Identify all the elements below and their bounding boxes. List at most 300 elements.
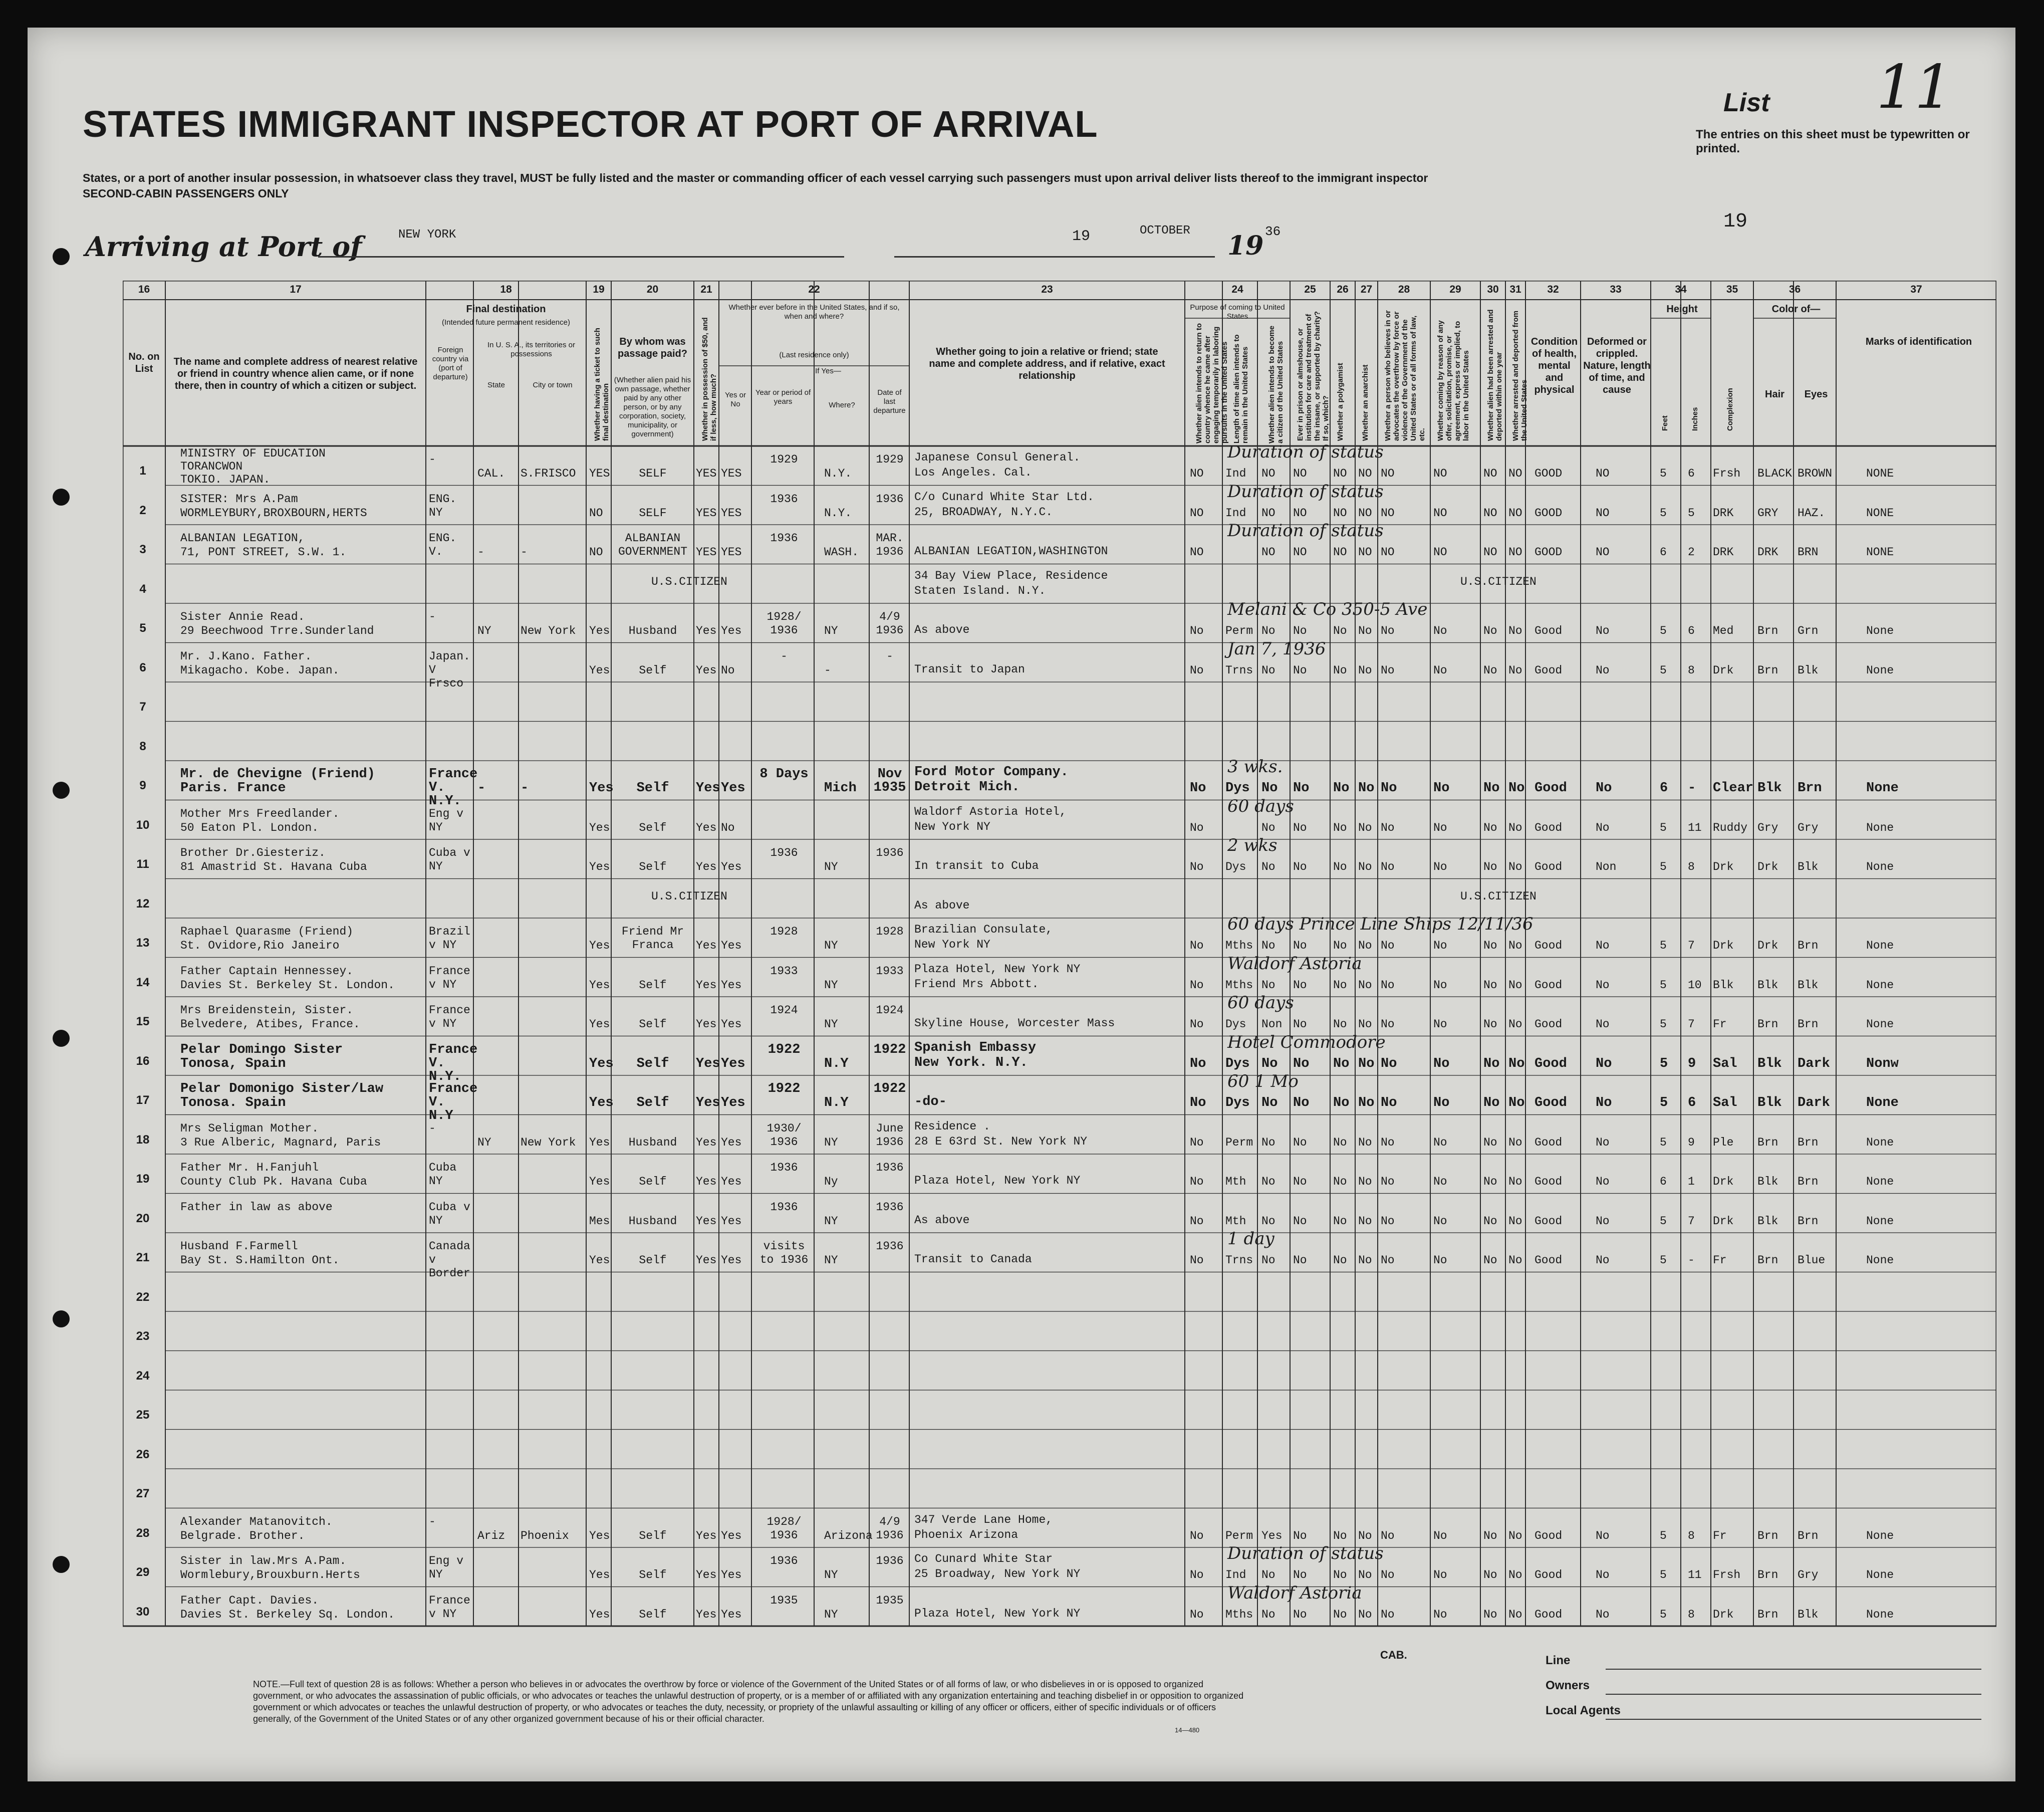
row-number: 20 <box>136 1211 150 1225</box>
eye-color: Blk <box>1798 663 1819 677</box>
answer-q26: No <box>1333 1608 1347 1621</box>
ever-before: Yes <box>721 860 742 873</box>
column-number-16: 16 <box>138 284 150 295</box>
answer-q31: No <box>1508 939 1522 952</box>
complexion-value: Drk <box>1713 860 1734 873</box>
header-joining-relative: Whether going to join a relative or friend; state name and complete address, and if relative, exact relationship <box>929 346 1165 381</box>
answer-q25: No <box>1293 1056 1310 1071</box>
last-departure: 1936 <box>876 846 904 859</box>
fifty-dollars: YES <box>696 546 717 559</box>
instructions-text: States, or a port of another insular possession, in whatsoever class they travel, MUST be fully listed and the master or commanding officer of each vessel carrying such passengers must upon arrival deliver lists thereof to the immigrant inspector <box>83 171 1428 184</box>
height-feet: 6 <box>1660 1175 1667 1188</box>
purpose-citizen: No <box>1261 1175 1275 1188</box>
answer-q25: No <box>1293 1529 1307 1542</box>
answer-q30: NO <box>1483 506 1497 520</box>
answer-q25: NO <box>1293 506 1307 520</box>
last-departure: Nov 1935 <box>873 767 906 795</box>
hair-color: Blk <box>1757 1095 1782 1110</box>
answer-q29: No <box>1433 821 1447 834</box>
row-number: 2 <box>139 503 146 517</box>
ticket-value: Yes <box>589 781 614 796</box>
last-departure: 1936 <box>876 1554 904 1567</box>
purpose-return: No <box>1190 1095 1206 1110</box>
relative-address-line: Mikagacho. Kobe. Japan. <box>180 663 340 677</box>
answer-q30: NO <box>1483 546 1497 559</box>
answer-q26: No <box>1333 860 1347 873</box>
joining-address-line: Detroit Mich. <box>914 780 1020 795</box>
row-number: 12 <box>136 896 150 911</box>
relative-address-line: Pelar Domonigo Sister/Law <box>180 1081 384 1096</box>
header-deformed: Deformed or crippled. Nature, length of time, and cause <box>1583 336 1651 395</box>
eye-color: Gry <box>1798 1568 1819 1581</box>
previous-where: - <box>824 663 831 677</box>
hair-color: Brn <box>1757 1608 1778 1621</box>
answer-q30: No <box>1483 624 1497 637</box>
answer-q27: No <box>1358 1529 1372 1542</box>
column-number-34: 34 <box>1675 284 1687 295</box>
passage-paid-by: Self <box>636 781 669 796</box>
previous-where: NY <box>824 1214 838 1228</box>
handwritten-annotation: 1 day <box>1227 1229 1274 1249</box>
row-number: 9 <box>139 779 146 792</box>
height-inches: 6 <box>1688 467 1695 480</box>
hair-color: Brn <box>1757 663 1778 677</box>
answer-q31: No <box>1508 1095 1525 1110</box>
passage-paid-by: Self <box>639 860 667 873</box>
ever-before: Yes <box>721 978 742 992</box>
hair-color: Brn <box>1757 1568 1778 1581</box>
health-condition: Good <box>1535 1568 1563 1581</box>
answer-q28: No <box>1381 821 1395 834</box>
joining-address-line: ALBANIAN LEGATION,WASHINGTON <box>914 545 1108 558</box>
header-q30: Whether alien had been arrested and deported within one year <box>1486 309 1503 441</box>
hair-color: Brn <box>1757 624 1778 637</box>
purpose-return: No <box>1190 821 1204 834</box>
ever-before: Yes <box>721 781 745 796</box>
answer-q27: No <box>1358 1175 1372 1188</box>
complexion-value: Sal <box>1713 1095 1737 1110</box>
handwritten-annotation: Duration of status <box>1227 521 1384 541</box>
fifty-dollars: Yes <box>696 1529 717 1542</box>
last-departure: 1922 <box>873 1042 906 1057</box>
eye-color: Brn <box>1798 1175 1819 1188</box>
answer-q31: No <box>1508 624 1522 637</box>
column-number-31: 31 <box>1509 284 1521 295</box>
row-number: 24 <box>136 1369 150 1383</box>
us-citizen-label: U.S.CITIZEN <box>1460 889 1537 903</box>
deformed-value: No <box>1596 624 1610 637</box>
period-years: 1936 <box>770 1554 798 1567</box>
joining-address-line: New York NY <box>914 820 990 833</box>
purpose-citizen: No <box>1261 1254 1275 1267</box>
fifty-dollars: Yes <box>696 663 717 677</box>
foreign-port: ENG. V. <box>429 532 457 558</box>
fifty-dollars: Yes <box>696 781 720 796</box>
complexion-value: Blk <box>1713 978 1734 992</box>
header-last-departure: Date of last departure <box>873 388 906 415</box>
answer-q26: No <box>1333 1175 1347 1188</box>
identification-marks: None <box>1866 1214 1894 1228</box>
purpose-return: No <box>1190 1018 1204 1031</box>
arrival-year-suffix: 36 <box>1265 224 1281 239</box>
destination-city: - <box>521 546 528 559</box>
purpose-length: Trns <box>1225 663 1253 677</box>
punch-hole <box>53 782 70 799</box>
answer-q28: No <box>1381 939 1395 952</box>
header-state: State <box>487 381 505 389</box>
passage-paid-by: Self <box>639 1529 667 1542</box>
answer-q27: NO <box>1358 467 1372 480</box>
health-condition: GOOD <box>1535 546 1563 559</box>
answer-q28: No <box>1381 1608 1395 1621</box>
answer-q27: No <box>1358 1254 1372 1267</box>
answer-q29: No <box>1433 1175 1447 1188</box>
last-departure: 1933 <box>876 964 904 978</box>
complexion-value: Drk <box>1713 939 1734 952</box>
purpose-citizen: No <box>1261 1056 1278 1071</box>
joining-address-line: Plaza Hotel, New York NY <box>914 1174 1081 1187</box>
destination-city: New York <box>521 624 576 637</box>
header-purpose: Purpose of coming to United States <box>1190 303 1285 321</box>
instructions <box>83 170 1661 201</box>
foreign-port: Eng v NY <box>429 1554 464 1581</box>
row-number: 10 <box>136 818 150 832</box>
joining-address-line: As above <box>914 1213 970 1227</box>
foreign-port: Brazil v NY <box>429 925 470 952</box>
deformed-value: No <box>1596 978 1610 992</box>
answer-q30: No <box>1483 1568 1497 1581</box>
health-condition: Good <box>1535 1254 1563 1267</box>
joining-address-line: Japanese Consul General. <box>914 451 1081 464</box>
deformed-value: No <box>1596 939 1610 952</box>
punch-hole <box>53 248 70 265</box>
ever-before: Yes <box>721 1529 742 1542</box>
answer-q31: No <box>1508 1568 1522 1581</box>
row-number: 27 <box>136 1487 150 1500</box>
purpose-citizen: Yes <box>1261 1529 1283 1542</box>
relative-address-line: 29 Beechwood Trre.Sunderland <box>180 624 374 637</box>
foreign-port: Cuba v NY <box>429 846 470 873</box>
answer-q27: No <box>1358 939 1372 952</box>
foreign-port: - <box>429 1121 436 1135</box>
purpose-citizen: NO <box>1261 467 1275 480</box>
joining-address-line: Los Angeles. Cal. <box>914 466 1032 479</box>
ticket-value: Yes <box>589 1175 610 1188</box>
answer-q29: No <box>1433 663 1447 677</box>
eye-color: Dark <box>1798 1095 1830 1110</box>
identification-marks: None <box>1866 624 1894 637</box>
health-condition: Good <box>1535 939 1563 952</box>
owners-label: Owners <box>1546 1679 1590 1692</box>
ticket-value: Yes <box>589 1568 610 1581</box>
deformed-value: No <box>1596 781 1612 796</box>
hair-color: Gry <box>1757 821 1778 834</box>
passage-paid-by: Self <box>639 1254 667 1267</box>
row-number: 7 <box>139 700 146 714</box>
answer-q31: NO <box>1508 546 1522 559</box>
handwritten-annotation: Duration of status <box>1227 481 1384 502</box>
period-years: 1933 <box>770 964 798 978</box>
period-years: - <box>781 649 788 663</box>
answer-q30: No <box>1483 978 1497 992</box>
hair-color: Blk <box>1757 781 1782 796</box>
relative-address-line: 81 Amastrid St. Havana Cuba <box>180 860 367 873</box>
period-years: 1928/ 1936 <box>766 610 802 637</box>
previous-where: NY <box>824 1254 838 1267</box>
passage-paid-by: Self <box>639 1175 667 1188</box>
answer-q27: No <box>1358 1056 1375 1071</box>
foreign-port: Cuba v NY <box>429 1200 470 1227</box>
ticket-value: Yes <box>589 978 610 992</box>
ticket-value: YES <box>589 467 610 480</box>
answer-q31: No <box>1508 821 1522 834</box>
period-years: 1935 <box>770 1594 798 1607</box>
relative-address-line: Father Capt. Davies. <box>180 1594 319 1607</box>
health-condition: Good <box>1535 978 1563 992</box>
answer-q30: No <box>1483 1608 1497 1621</box>
purpose-citizen: No <box>1261 978 1275 992</box>
line-signature-line <box>1606 1669 1981 1670</box>
ticket-value: Mes <box>589 1214 610 1228</box>
foreign-port: France v NY <box>429 1594 470 1621</box>
eye-color: BRN <box>1798 546 1819 559</box>
foreign-port: - <box>429 453 436 466</box>
period-years: 1929 <box>770 453 798 466</box>
header-nearest-relative: The name and complete address of nearest relative or friend in country whence alien came, or if none there, then in country of which a citizen or subject. <box>173 356 418 391</box>
eye-color: Dark <box>1798 1056 1830 1071</box>
destination-city: Phoenix <box>521 1529 569 1542</box>
answer-q26: NO <box>1333 506 1347 520</box>
identification-marks: None <box>1866 781 1899 796</box>
last-departure: 1935 <box>876 1594 904 1607</box>
height-inches: 11 <box>1688 821 1702 834</box>
answer-q27: No <box>1358 1568 1372 1581</box>
header-if-yes: If Yes— <box>815 367 841 375</box>
handwritten-annotation: Duration of status <box>1227 442 1384 462</box>
header-purpose-citizen: Whether alien intends to become a citizen of the United States <box>1267 325 1285 443</box>
answer-q28: No <box>1381 1254 1395 1267</box>
answer-q29: No <box>1433 1018 1447 1031</box>
ever-before: Yes <box>721 1056 745 1071</box>
joining-address-line: Brazilian Consulate, <box>914 923 1053 936</box>
previous-where: Ny <box>824 1175 838 1188</box>
relative-address-line: Brother Dr.Giesteriz. <box>180 846 326 859</box>
last-departure: MAR. 1936 <box>876 532 904 558</box>
passage-paid-by: Self <box>639 821 667 834</box>
complexion-value: Fr <box>1713 1254 1727 1267</box>
header-passage-paid-sub: (Whether alien paid his own passage, whether paid by any other person, or by any corporation, society, municipality, or government) <box>614 376 691 438</box>
column-number-23: 23 <box>1041 284 1053 295</box>
answer-q28: No <box>1381 1056 1397 1071</box>
ever-before: No <box>721 663 735 677</box>
header-q26: Whether a polygamist <box>1336 363 1345 441</box>
us-citizen-label: U.S.CITIZEN <box>651 889 727 903</box>
eye-color: Gry <box>1798 821 1819 834</box>
relative-address-line: County Club Pk. Havana Cuba <box>180 1175 367 1188</box>
deformed-value: No <box>1596 821 1610 834</box>
deformed-value: No <box>1596 1175 1610 1188</box>
column-number-25: 25 <box>1304 284 1316 295</box>
arrival-day-stamp: 19 <box>1723 210 1748 233</box>
joining-address-line: Plaza Hotel, New York NY <box>914 1607 1081 1620</box>
answer-q28: No <box>1381 1018 1395 1031</box>
answer-q27: No <box>1358 1136 1372 1149</box>
header-passage-paid: By whom was passage paid? <box>618 336 687 359</box>
foreign-port: Eng v NY <box>429 807 464 834</box>
answer-q27: No <box>1358 624 1372 637</box>
purpose-citizen: No <box>1261 1095 1278 1110</box>
height-feet: 5 <box>1660 1529 1667 1542</box>
handwritten-annotation: 60 days <box>1227 796 1294 816</box>
fifty-dollars: Yes <box>696 860 717 873</box>
identification-marks: None <box>1866 1136 1894 1149</box>
row-number: 22 <box>136 1290 150 1304</box>
answer-q25: No <box>1293 1018 1307 1031</box>
complexion-value: Drk <box>1713 1214 1734 1228</box>
handwritten-annotation: Duration of status <box>1227 1543 1384 1563</box>
eye-color: Blk <box>1798 978 1819 992</box>
answer-q29: No <box>1433 939 1447 952</box>
answer-q30: No <box>1483 821 1497 834</box>
deformed-value: No <box>1596 1568 1610 1581</box>
answer-q29: NO <box>1433 467 1447 480</box>
hair-color: Brn <box>1757 1529 1778 1542</box>
header-final-destination: Final destination <box>466 304 546 315</box>
answer-q26: No <box>1333 1056 1350 1071</box>
answer-q31: No <box>1508 978 1522 992</box>
joining-address-line: New York. N.Y. <box>914 1055 1028 1070</box>
header-eyes: Eyes <box>1804 389 1828 400</box>
purpose-length: Dys <box>1225 1018 1246 1031</box>
answer-q28: No <box>1381 1095 1397 1110</box>
health-condition: Good <box>1535 1214 1563 1228</box>
answer-q30: No <box>1483 860 1497 873</box>
answer-q31: No <box>1508 1136 1522 1149</box>
previous-where: NY <box>824 1018 838 1031</box>
ever-before: Yes <box>721 1254 742 1267</box>
answer-q30: No <box>1483 1175 1497 1188</box>
handwritten-annotation: 3 wks. <box>1227 757 1283 777</box>
answer-q25: No <box>1293 939 1307 952</box>
hair-color: BLACK <box>1757 467 1793 480</box>
eye-color: Brn <box>1798 1214 1819 1228</box>
purpose-return: No <box>1190 939 1204 952</box>
previous-where: Mich <box>824 781 857 796</box>
deformed-value: NO <box>1596 546 1610 559</box>
height-inches: 5 <box>1688 506 1695 520</box>
answer-q31: No <box>1508 663 1522 677</box>
punch-hole <box>53 1556 70 1573</box>
relative-address-line: Sister Annie Read. <box>180 610 305 623</box>
answer-q28: NO <box>1381 467 1395 480</box>
period-years: 1922 <box>768 1081 801 1096</box>
identification-marks: None <box>1866 1608 1894 1621</box>
health-condition: Good <box>1535 1529 1563 1542</box>
complexion-value: Frsh <box>1713 467 1741 480</box>
height-feet: 5 <box>1660 506 1667 520</box>
height-inches: 2 <box>1688 546 1695 559</box>
hair-color: Drk <box>1757 939 1778 952</box>
relative-address-line: Belgrade. Brother. <box>180 1529 305 1542</box>
answer-q30: No <box>1483 1254 1497 1267</box>
relative-address-line: TORANCWON <box>180 460 243 473</box>
purpose-length: Mths <box>1225 978 1253 992</box>
arrival-day: 19 <box>1072 228 1091 245</box>
joining-address-line: Transit to Canada <box>914 1253 1032 1266</box>
passage-paid-by: Husband <box>628 1136 677 1149</box>
fifty-dollars: Yes <box>696 1095 720 1110</box>
hair-color: Blk <box>1757 1175 1778 1188</box>
destination-state: NY <box>477 624 491 637</box>
relative-address-line: St. Ovidore,Rio Janeiro <box>180 939 340 952</box>
joining-address-line: 34 Bay View Place, Residence <box>914 569 1108 582</box>
height-feet: 6 <box>1660 781 1668 796</box>
answer-q26: No <box>1333 781 1350 796</box>
header-hair: Hair <box>1765 389 1784 400</box>
joining-address-line: 25 Broadway, New York NY <box>914 1567 1081 1580</box>
height-feet: 5 <box>1660 939 1667 952</box>
joining-address-line: As above <box>914 898 970 912</box>
height-inches: 11 <box>1688 1568 1702 1581</box>
answer-q25: NO <box>1293 546 1307 559</box>
foreign-port: France V. N.Y. <box>429 767 478 809</box>
answer-q29: No <box>1433 624 1447 637</box>
handwritten-annotation: 60 days Prince Line Ships 12/11/36 <box>1227 914 1534 934</box>
destination-state: - <box>477 781 486 796</box>
answer-q28: No <box>1381 978 1395 992</box>
foreign-port: Cuba NY <box>429 1161 457 1188</box>
answer-q26: No <box>1333 663 1347 677</box>
row-number: 13 <box>136 936 150 950</box>
ticket-value: Yes <box>589 1529 610 1542</box>
ever-before: Yes <box>721 939 742 952</box>
fifty-dollars: Yes <box>696 1018 717 1031</box>
health-condition: Good <box>1535 1608 1563 1621</box>
row-number: 29 <box>136 1565 150 1579</box>
eye-color: Brn <box>1798 1018 1819 1031</box>
passage-paid-by: Self <box>639 1608 667 1621</box>
purpose-return: No <box>1190 624 1204 637</box>
complexion-value: Drk <box>1713 663 1734 677</box>
answer-q27: NO <box>1358 546 1372 559</box>
deformed-value: No <box>1596 1056 1612 1071</box>
answer-q25: NO <box>1293 467 1307 480</box>
last-departure: 1936 <box>876 492 904 506</box>
eye-color: Brn <box>1798 1529 1819 1542</box>
column-number-24: 24 <box>1231 284 1243 295</box>
health-condition: Good <box>1535 860 1563 873</box>
identification-marks: None <box>1866 1568 1894 1581</box>
last-departure: 4/9 1936 <box>876 1515 904 1542</box>
header-q29: Whether coming by reason of any offer, solicitation, promise, or agreement, express or implied, to labor in the United States <box>1436 320 1470 441</box>
complexion-value: Ruddy <box>1713 821 1748 834</box>
purpose-length: Trns <box>1225 1254 1253 1267</box>
ever-before: YES <box>721 467 742 480</box>
answer-q26: No <box>1333 821 1347 834</box>
answer-q29: No <box>1433 1214 1447 1228</box>
purpose-length: Mths <box>1225 939 1253 952</box>
joining-address-line: Phoenix Arizona <box>914 1528 1018 1541</box>
joining-address-line: Residence . <box>914 1119 990 1133</box>
handwritten-annotation: 60 days <box>1227 993 1294 1013</box>
complexion-value: Sal <box>1713 1056 1737 1071</box>
height-feet: 5 <box>1660 624 1667 637</box>
previous-where: NY <box>824 1136 838 1149</box>
height-inches: 6 <box>1688 1095 1696 1110</box>
joining-address-line: Transit to Japan <box>914 662 1025 676</box>
column-number-17: 17 <box>290 284 302 295</box>
column-number-19: 19 <box>593 284 605 295</box>
